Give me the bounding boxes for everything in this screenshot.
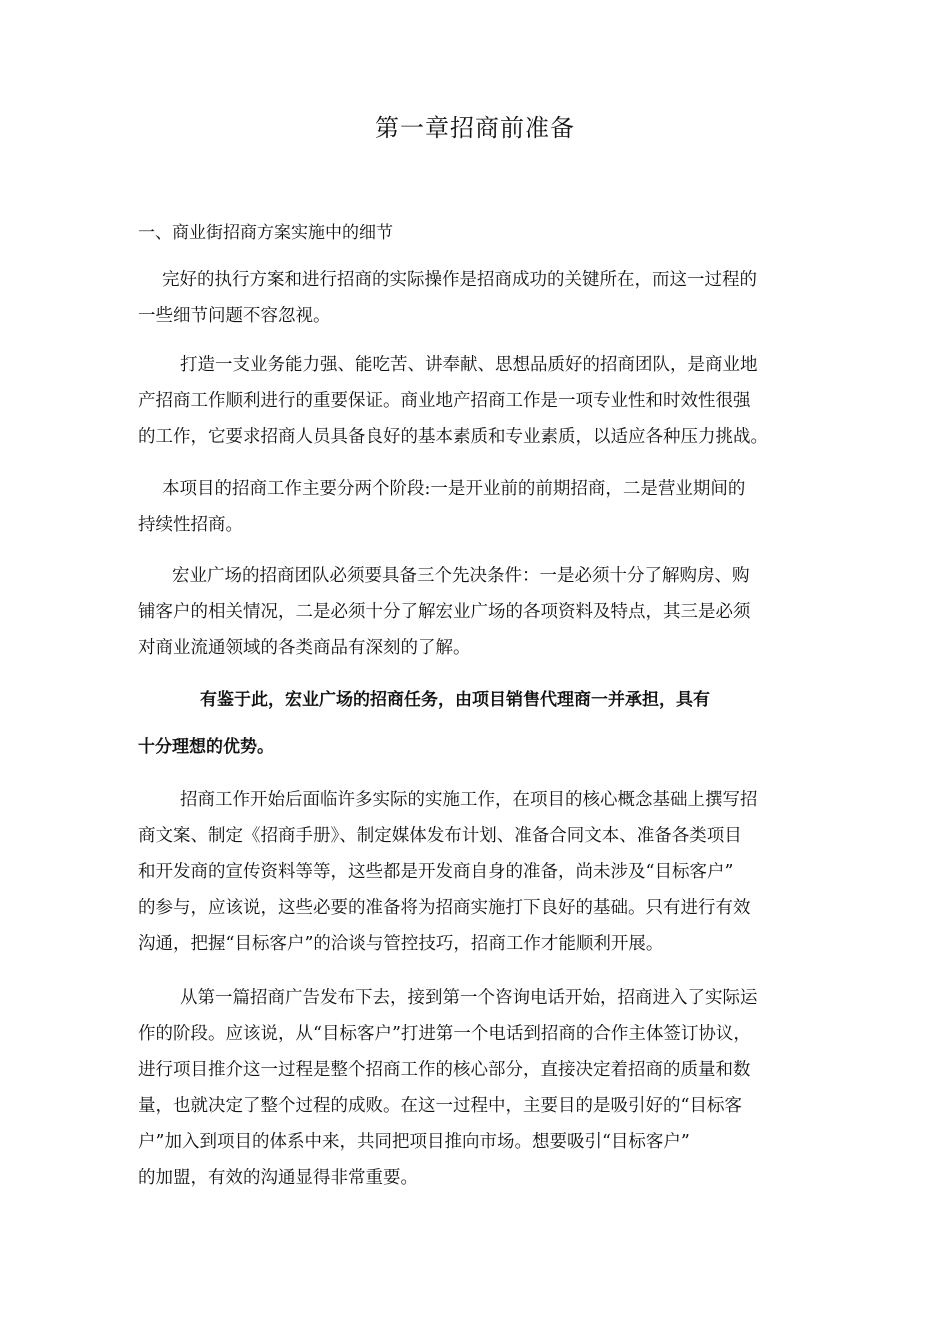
- section-heading: 一、商业街招商方案实施中的细节: [138, 223, 393, 243]
- paragraph-line: 本项目的招商工作主要分两个阶段:一是开业前的前期招商，二是营业期间的: [162, 479, 746, 499]
- paragraph-line: 宏业广场的招商团队必须要具备三个先决条件：一是必须十分了解购房、购: [172, 566, 750, 586]
- paragraph-line: 量，也就决定了整个过程的成败。在这一过程中，主要目的是吸引好的“目标客: [138, 1096, 742, 1116]
- paragraph-1: [138, 262, 828, 334]
- paragraph-line: 打造一支业务能力强、能吃苦、讲奉献、思想品质好的招商团队，是商业地: [180, 355, 758, 375]
- paragraph-line: 户”加入到项目的体系中来，共同把项目推向市场。想要吸引“目标客户”: [138, 1132, 690, 1152]
- paragraph-line: 的参与，应该说，这些必要的准备将为招商实施打下良好的基础。只有进行有效: [138, 898, 751, 918]
- paragraph-line: 十分理想的优势。: [138, 737, 274, 757]
- paragraph-line: 产招商工作顺利进行的重要保证。商业地产招商工作是一项专业性和时效性很强: [138, 391, 751, 411]
- paragraph-7: [138, 980, 828, 1196]
- paragraph-2: [138, 347, 828, 455]
- paragraph-line: 的工作，它要求招商人员具备良好的基本素质和专业素质，以适应各种压力挑战。: [138, 427, 768, 447]
- paragraph-line: 进行项目推介这一过程是整个招商工作的核心部分，直接决定着招商的质量和数: [138, 1060, 751, 1080]
- paragraph-5-emphasis: [138, 681, 828, 769]
- paragraph-line: 作的阶段。应该说，从“目标客户”打进第一个电话到招商的合作主体签订协议，: [138, 1024, 751, 1044]
- paragraph-line: 的加盟，有效的沟通显得非常重要。: [138, 1168, 418, 1188]
- paragraph-line: 铺客户的相关情况，二是必须十分了解宏业广场的各项资料及特点，其三是必须: [138, 602, 751, 622]
- paragraph-line: 从第一篇招商广告发布下去，接到第一个咨询电话开始，招商进入了实际运: [180, 988, 758, 1008]
- paragraph-3: [138, 471, 828, 543]
- paragraph-line: 持续性招商。: [138, 515, 243, 535]
- paragraph-line: 完好的执行方案和进行招商的实际操作是招商成功的关键所在，而这一过程的: [162, 270, 757, 290]
- paragraph-line: 对商业流通领域的各类商品有深刻的了解。: [138, 638, 471, 658]
- chapter-title: 第一章招商前准备: [375, 114, 575, 142]
- paragraph-line: 有鉴于此，宏业广场的招商任务，由项目销售代理商一并承担，具有: [200, 690, 710, 710]
- paragraph-line: 和开发商的宣传资料等等，这些都是开发商自身的准备，尚未涉及“目标客户”: [138, 862, 734, 882]
- paragraph-line: 一些细节问题不容忽视。: [138, 306, 331, 326]
- paragraph-line: 招商工作开始后面临许多实际的实施工作，在项目的核心概念基础上撰写招: [180, 790, 758, 810]
- paragraph-6: [138, 782, 828, 962]
- paragraph-line: 沟通，把握“目标客户”的洽谈与管控技巧，招商工作才能顺利开展。: [138, 934, 664, 954]
- paragraph-line: 商文案、制定《招商手册》、制定媒体发布计划、准备合同文本、准备各类项目: [138, 826, 742, 846]
- paragraph-4: [138, 558, 828, 666]
